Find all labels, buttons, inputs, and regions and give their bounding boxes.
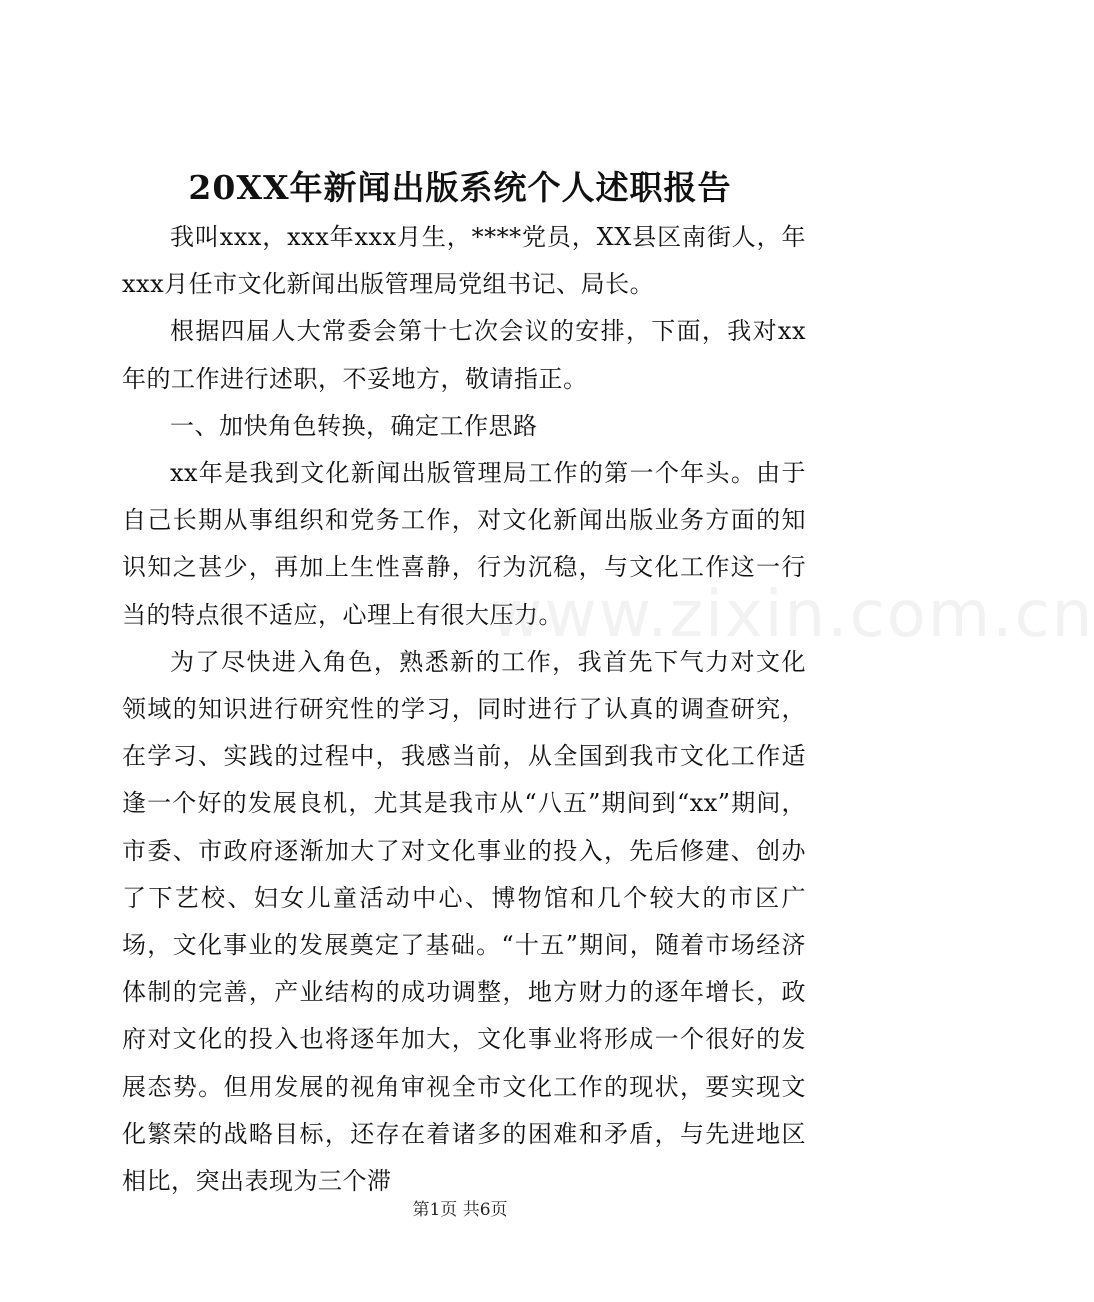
document-body [122,214,806,1205]
page-footer: 第1页 共6页 [412,1200,508,1220]
watermark: www.zixin.com.cn [490,578,1094,652]
paragraph-analysis: 为了尽快进入角色，熟悉新的工作，我首先下气力对文化领域的知识进行研究性的学习，同时进行了认真的调查研究，在学习、实践的过程中，我感当前，从全国到我市文化工作适逢一个好的发展良机，尤其是我市从“八五”期间到“xx”期间，市委、市政府逐渐加大了对文化事业的投入，先后修建、创办了下艺校、妇女儿童活动中心、博物馆和几个较大的市区广场，文化事业的发展奠定了基础。“十五”期间，随着市场经济体制的完善，产业结构的成功调整，地方财力的逐年增长，政府对文化的投入也将逐年加大，文化事业将形成一个很好的发展态势。但用发展的视角审视全市文化工作的现状，要实现文化繁荣的战略目标，还存在着诸多的困难和矛盾，与先进地区相比，突出表现为三个滞 [122,647,806,1196]
paragraph-background: xx年是我到文化新闻出版管理局工作的第一个年头。由于自己长期从事组织和党务工作，对文化新闻出版业务方面的知识知之甚少，再加上生性喜静，行为沉稳，与文化工作这一行当的特点很不适应，心理上有很大压力。 [122,459,806,629]
paragraph-purpose: 根据四届人大常委会第十七次会议的安排，下面，我对xx年的工作进行述职，不妥地方，敬请指正。 [122,317,806,393]
paragraph-intro: 我叫xxx，xxx年xxx月生，****党员，XX县区南街人，年xxx月任市文化新闻出版管理局党组书记、局长。 [122,223,806,299]
document-title: 20XX年新闻出版系统个人述职报告 [188,168,732,207]
section-heading-1: 一、加快角色转换，确定工作思路 [170,411,538,440]
